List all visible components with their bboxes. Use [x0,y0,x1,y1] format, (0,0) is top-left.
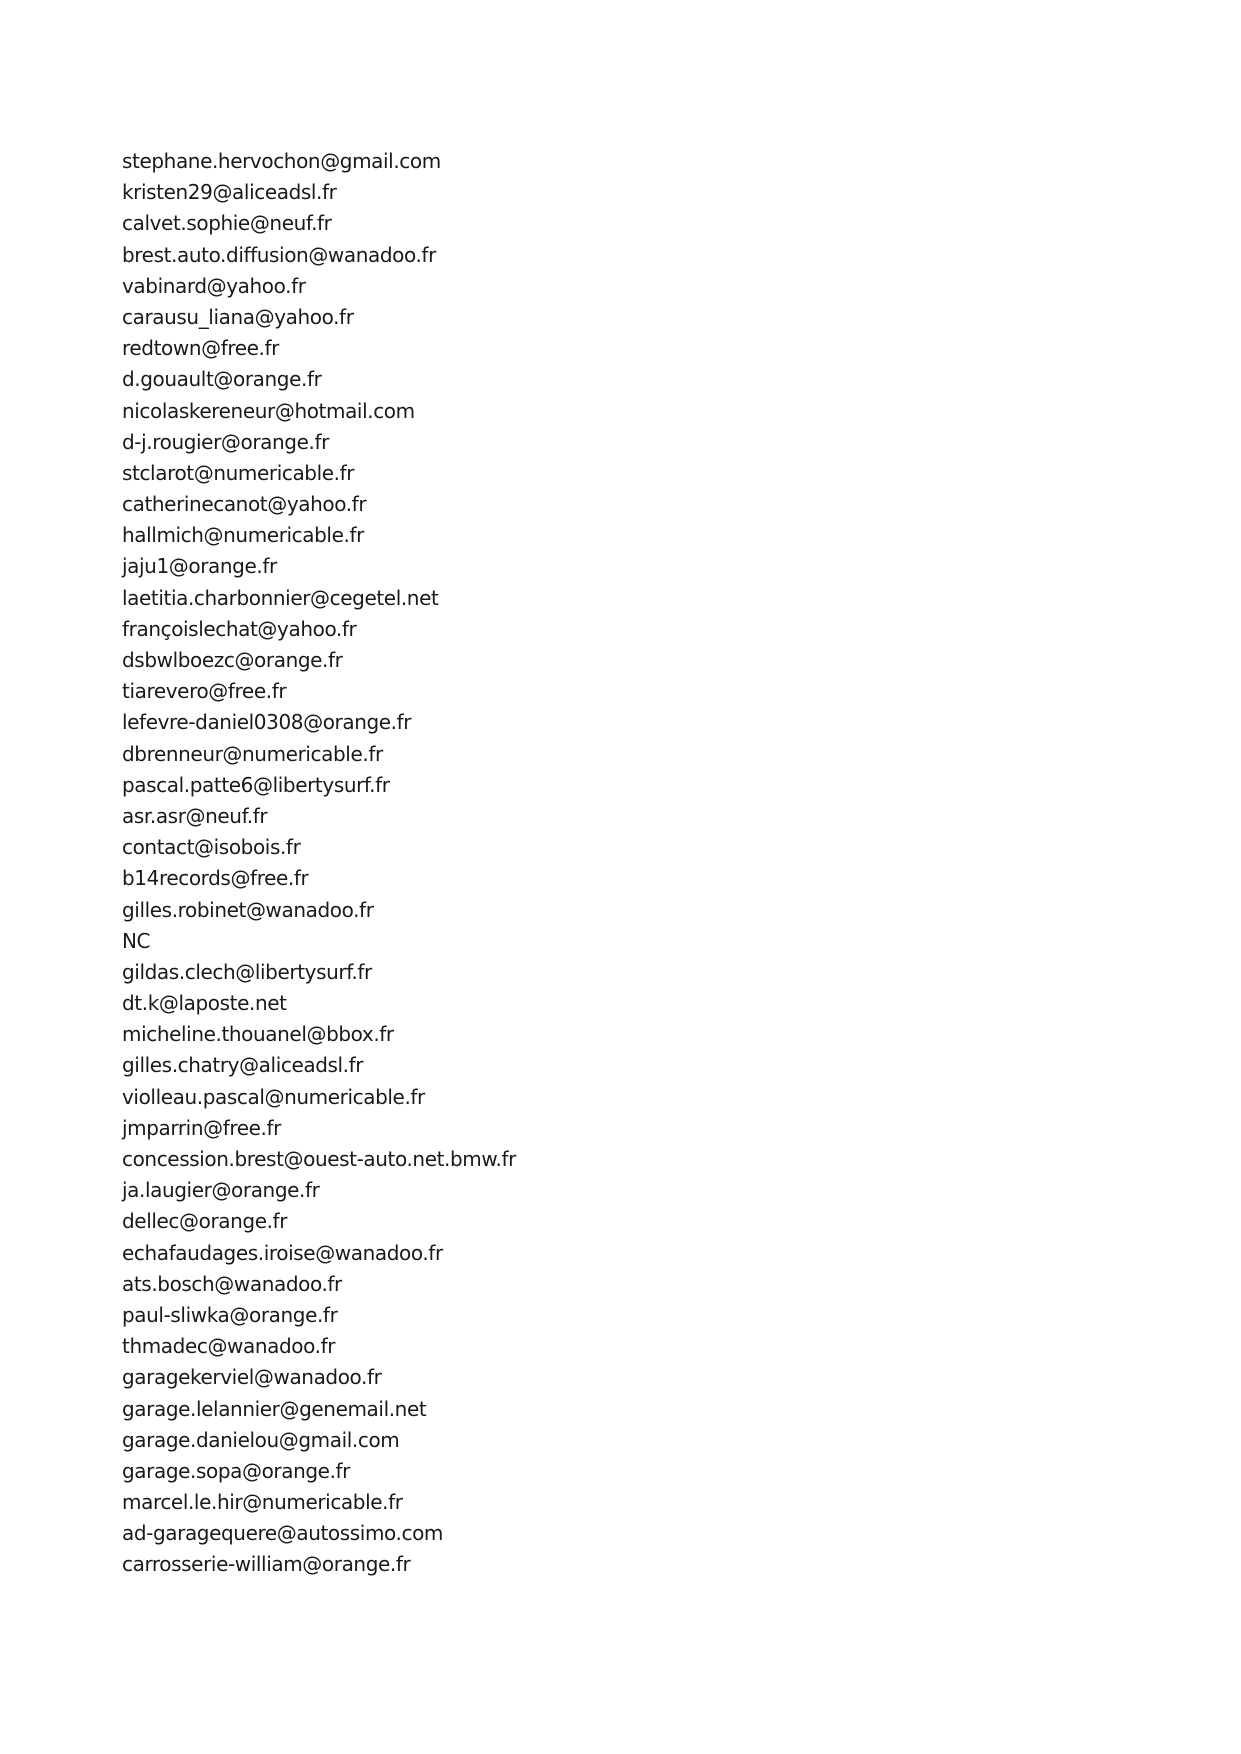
email-entry: gilles.chatry@aliceadsl.fr [122,1053,364,1078]
email-entry: dt.k@laposte.net [122,991,287,1016]
email-entry: vabinard@yahoo.fr [122,273,306,298]
email-entry: thmadec@wanadoo.fr [122,1334,336,1359]
email-entry: nicolaskereneur@hotmail.com [122,398,415,423]
email-entry: marcel.le.hir@numericable.fr [122,1490,403,1515]
email-entry: micheline.thouanel@bbox.fr [122,1022,394,1047]
email-entry: b14records@free.fr [122,866,309,891]
email-entry: kristen29@aliceadsl.fr [122,180,337,205]
email-entry: ja.laugier@orange.fr [122,1178,320,1203]
email-entry: contact@isobois.fr [122,835,301,860]
email-entry: laetitia.charbonnier@cegetel.net [122,585,439,610]
email-entry: lefevre-daniel0308@orange.fr [122,710,412,735]
email-entry: paul-sliwka@orange.fr [122,1302,338,1327]
email-entry: garage.danielou@gmail.com [122,1427,400,1452]
email-entry: dsbwlboezc@orange.fr [122,648,343,672]
email-entry: d-j.rougier@orange.fr [122,429,329,454]
email-entry: echafaudages.iroise@wanadoo.fr [122,1240,443,1265]
email-entry: pascal.patte6@libertysurf.fr [122,772,390,797]
email-entry: jmparrin@free.fr [122,1115,281,1140]
email-entry: catherinecanot@yahoo.fr [122,492,367,517]
email-entry: dbrenneur@numericable.fr [122,741,383,766]
email-list [122,146,516,1581]
email-entry: garagekerviel@wanadoo.fr [122,1365,382,1390]
email-entry: carrosserie-william@orange.fr [122,1552,411,1577]
email-entry: calvet.sophie@neuf.fr [122,211,332,236]
email-entry: tiarevero@free.fr [122,679,287,704]
email-entry: d.gouault@orange.fr [122,367,322,392]
email-entry: garage.sopa@orange.fr [122,1458,351,1483]
email-entry: garage.lelannier@genemail.net [122,1396,427,1421]
email-entry: jaju1@orange.fr [122,554,277,579]
email-entry: françoislechat@yahoo.fr [122,616,357,641]
email-entry: ad-garagequere@autossimo.com [122,1521,444,1546]
email-entry: NC [122,928,151,953]
email-entry: brest.auto.diffusion@wanadoo.fr [122,242,436,267]
email-entry: violleau.pascal@numericable.fr [122,1084,425,1109]
email-entry: ats.bosch@wanadoo.fr [122,1271,342,1296]
email-entry: gilles.robinet@wanadoo.fr [122,897,374,922]
email-entry: gildas.clech@libertysurf.fr [122,959,372,984]
email-entry: carausu_liana@yahoo.fr [122,304,354,329]
email-entry: stclarot@numericable.fr [122,460,355,485]
email-entry: asr.asr@neuf.fr [122,803,268,828]
email-entry: dellec@orange.fr [122,1209,288,1234]
email-entry: hallmich@numericable.fr [122,523,364,548]
email-entry: redtown@free.fr [122,336,279,361]
email-entry: stephane.hervochon@gmail.com [122,149,441,173]
email-entry: concession.brest@ouest-auto.net.bmw.fr [122,1147,516,1171]
